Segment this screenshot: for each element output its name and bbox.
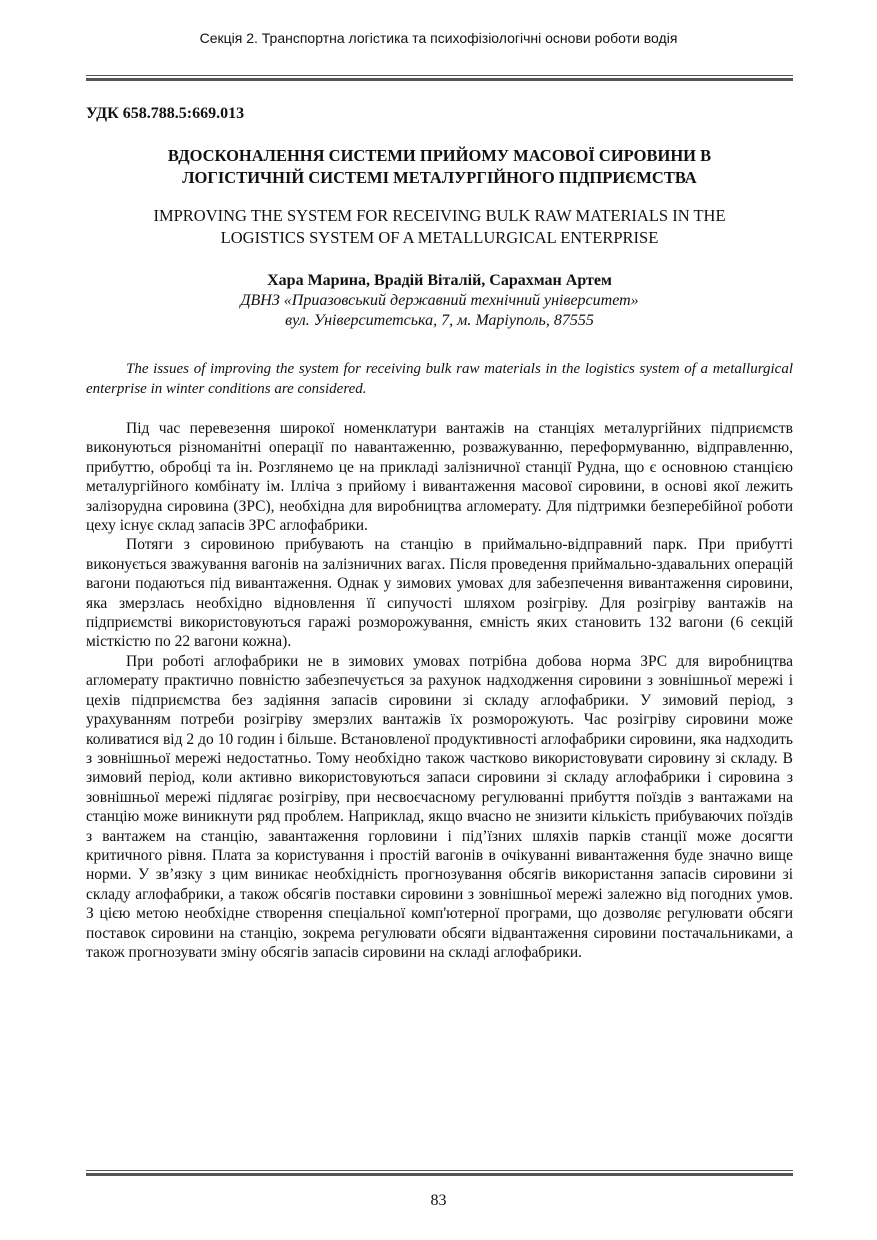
title-uk-line-2: ЛОГІСТИЧНІЙ СИСТЕМІ МЕТАЛУРГІЙНОГО ПІДПРИЄМСТВА <box>182 168 697 187</box>
title-uk <box>86 145 793 189</box>
title-en-line-2: LOGISTICS SYSTEM OF A METALLURGICAL ENTERPRISE <box>220 228 659 247</box>
udc-code: УДК 658.788.5:669.013 <box>86 105 245 122</box>
footer-rule <box>86 1170 793 1176</box>
paragraph: При роботі аглофабрики не в зимових умовах потрібна добова норма ЗРС для виробництва агломерату практично повністю забезпечується за рахунок надходження сировини з зовнішньої мережі і цехів підприємства без задіяння запасів сировини зі складу аглофабрики. У зимовий період, з урахуванням потреби розігріву змерзлих вантажів їх розморожують. Час розігріву сировини може коливатися від 2 до 10 годин і більше. Встановленої продуктивності аглофабрики сировини, яка надходить з зовнішньої мережі недостатньо. Тому необхідно також частково використовувати сировину зі складу. В зимовий період, коли активно використовуються запаси сировини зі складу аглофабрики і сировина з зовнішньої мережі підлягає розігріву, при несвоєчасному регулюванні прибуття поїздів з вантажами на станцію може виникнути ряд проблем. Наприклад, якщо вчасно не знизити кількість прибуваючих поїздів з вантажем на станцію, завантаження горловини і під’їзних шляхів парків станції може досягти критичного рівня. Плата за користування і простій вагонів в очікуванні вивантаження буде значно вище норми. У зв’язку з цим виникає необхідність прогнозування обсягів використання запасів сировини зі складу аглофабрики, а також обсягів поставки сировини з зовнішньої мережі залежно від погодних умов. З цією метою необхідне створення спеціальної комп'ютерної програми, що дозволяє регулювати обсяги поставок сировини на станцію, зокрема регулювати обсяги відвантаження сировини постачальниками, а також прогнозувати зміну обсягів запасів сировини на складі аглофабрики. <box>86 652 793 961</box>
article <box>86 105 793 962</box>
paragraph: Потяги з сировиною прибувають на станцію в приймально-відправний парк. При прибутті виконується зважування вагонів на залізничних вагах. Після проведення приймально-здавальних операцій вагони подаються під вивантаження. Однак у зимових умовах для забезпечення вивантаження сировини, яка змерзлась необхідно відновлення її сипучості шляхом розігріву. Для розігріву вантажів на підприємстві використовуються гаражі розморожування, ємність яких становить 132 вагони (6 секцій місткістю по 22 вагони кожна). <box>86 536 793 651</box>
body-text <box>86 419 793 962</box>
address: вул. Університетська, 7, м. Маріуполь, 87555 <box>285 312 594 329</box>
title-en-line-1: IMPROVING THE SYSTEM FOR RECEIVING BULK RAW MATERIALS IN THE <box>153 206 726 225</box>
authors: Хара Марина, Врадій Віталій, Сарахман Артем <box>267 272 612 289</box>
paragraph: Під час перевезення широкої номенклатури вантажів на станціях металургійних підприємств виконуються різноманітні операції по навантаженню, розважуванню, переформуванню, відправленню, прибуттю, обробці та ін. Розглянемо це на прикладі залізничної станції Рудна, що є основною станцією металургійного комбінату ім. Ілліча з прийому і вивантаження масової сировини, в основі якої лежить залізорудна сировина (ЗРС), необхідна для виробництва агломерату. Для підтримки безперебійної роботи цеху існує склад запасів ЗРС аглофабрики. <box>86 420 793 535</box>
title-en <box>86 205 793 249</box>
header-rule <box>86 75 793 81</box>
running-head: Секція 2. Транспортна логістика та психофізіологічні основи роботи водія <box>199 30 678 46</box>
affiliation: ДВНЗ «Приазовський державний технічний університет» <box>240 292 639 309</box>
abstract: The issues of improving the system for receiving bulk raw materials in the logistics system of a metallurgical enterprise in winter conditions are considered. <box>86 361 793 397</box>
title-uk-line-1: ВДОСКОНАЛЕННЯ СИСТЕМИ ПРИЙОМУ МАСОВОЇ СИРОВИНИ В <box>167 146 712 165</box>
page-number: 83 <box>430 1192 447 1209</box>
